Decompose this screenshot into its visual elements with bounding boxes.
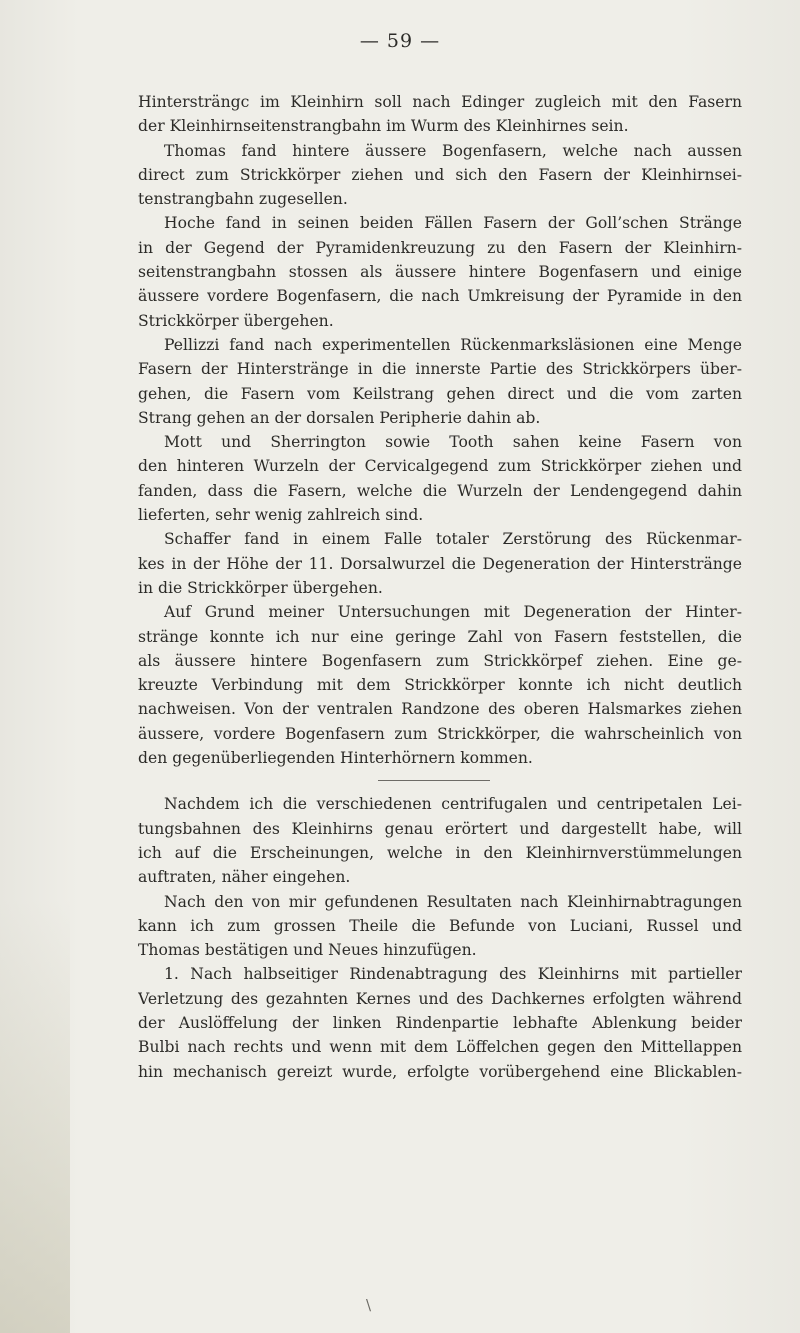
text-line: kreuzte Verbindung mit dem Strickkörper konnte ich nicht deutlich: [138, 676, 742, 695]
text-line: Fasern der Hinterstränge in die innerste Partie des Strickkörpers über-: [138, 360, 742, 379]
text-line: Thomas fand hintere äussere Bogenfasern, welche nach aussen: [164, 141, 742, 160]
page-number: — 59 —: [359, 30, 441, 52]
text-line: auftraten, näher eingehen.: [138, 868, 351, 887]
text-line: Mott und Sherrington sowie Tooth sahen keine Fasern von: [164, 433, 742, 452]
text-line: Strickkörper übergehen.: [138, 311, 334, 330]
text-line: in der Gegend der Pyramidenkreuzung zu den Fasern der Kleinhirn-: [138, 238, 742, 257]
text-line: als äussere hintere Bogenfasern zum Strickkörpef ziehen. Eine ge-: [138, 651, 742, 670]
text-line: Thomas bestätigen und Neues hinzufügen.: [138, 941, 477, 960]
text-line: tungsbahnen des Kleinhirns genau erörtert und dargestellt habe, will: [138, 819, 742, 838]
text-line: kes in der Höhe der 11. Dorsalwurzel die Degeneration der Hinterstränge: [138, 554, 742, 573]
text-line: den gegenüberliegenden Hinterhörnern kommen.: [138, 749, 533, 768]
text-line: 1. Nach halbseitiger Rindenabtragung des Kleinhirns mit partieller: [164, 965, 742, 984]
text-line: stränge konnte ich nur eine geringe Zahl von Fasern feststellen, die: [138, 627, 742, 646]
text-line: Strang gehen an der dorsalen Peripherie dahin ab.: [138, 408, 541, 427]
text-line: nachweisen. Von der ventralen Randzone des oberen Halsmarkes ziehen: [138, 700, 742, 719]
text-line: äussere vordere Bogenfasern, die nach Umkreisung der Pyramide in den: [138, 287, 742, 306]
text-line: Nach den von mir gefundenen Resultaten nach Kleinhirnabtragungen: [164, 892, 742, 911]
text-line: hin mechanisch gereizt wurde, erfolgte vorübergehend eine Blickablen-: [138, 1062, 742, 1081]
text-line: Schaffer fand in einem Falle totaler Zerstörung des Rückenmar-: [164, 530, 742, 549]
text-line: Nachdem ich die verschiedenen centrifugalen und centripetalen Lei-: [164, 795, 742, 814]
text-line: in die Strickkörper übergehen.: [138, 578, 383, 597]
stray-mark: \: [366, 1296, 372, 1314]
text-line: direct zum Strickkörper ziehen und sich den Fasern der Kleinhirnsei-: [138, 165, 742, 184]
page-edge-shading: [0, 900, 70, 1333]
text-line: kann ich zum grossen Theile die Befunde von Luciani, Russel und: [138, 916, 742, 935]
text-line: lieferten, sehr wenig zahlreich sind.: [138, 506, 424, 525]
text-line: ich auf die Erscheinungen, welche in den Kleinhirnverstümmelungen: [138, 843, 742, 862]
text-line: Hintersträngc im Kleinhirn soll nach Edinger zugleich mit den Fasern: [138, 93, 742, 111]
text-line: Auf Grund meiner Untersuchungen mit Degeneration der Hinter-: [164, 603, 742, 622]
text-line: der Kleinhirnseitenstrangbahn im Wurm des Kleinhirnes sein.: [138, 117, 629, 136]
text-line: den hinteren Wurzeln der Cervicalgegend zum Strickkörper ziehen und: [138, 457, 742, 476]
text-line: gehen, die Fasern vom Keilstrang gehen direct und die vom zarten: [138, 384, 742, 403]
text-line: Pellizzi fand nach experimentellen Rückenmarksläsionen eine Menge: [164, 335, 742, 354]
text-line: Verletzung des gezahnten Kernes und des Dachkernes erfolgten während: [138, 989, 742, 1008]
text-line: Bulbi nach rechts und wenn mit dem Löffelchen gegen den Mittellappen: [138, 1038, 742, 1057]
text-line: der Auslöffelung der linken Rindenpartie lebhafte Ablenkung beider: [138, 1013, 742, 1032]
text-line: fanden, dass die Fasern, welche die Wurzeln der Lendengegend dahin: [138, 481, 742, 500]
section-divider: [378, 780, 490, 781]
body-text: [138, 90, 742, 1084]
text-line: äussere, vordere Bogenfasern zum Strickkörper, die wahrscheinlich von: [138, 724, 742, 743]
text-line: seitenstrangbahn stossen als äussere hintere Bogenfasern und einige: [138, 263, 742, 282]
text-line: Hoche fand in seinen beiden Fällen Fasern der Goll’schen Stränge: [164, 214, 742, 233]
text-line: tenstrangbahn zugesellen.: [138, 190, 348, 209]
